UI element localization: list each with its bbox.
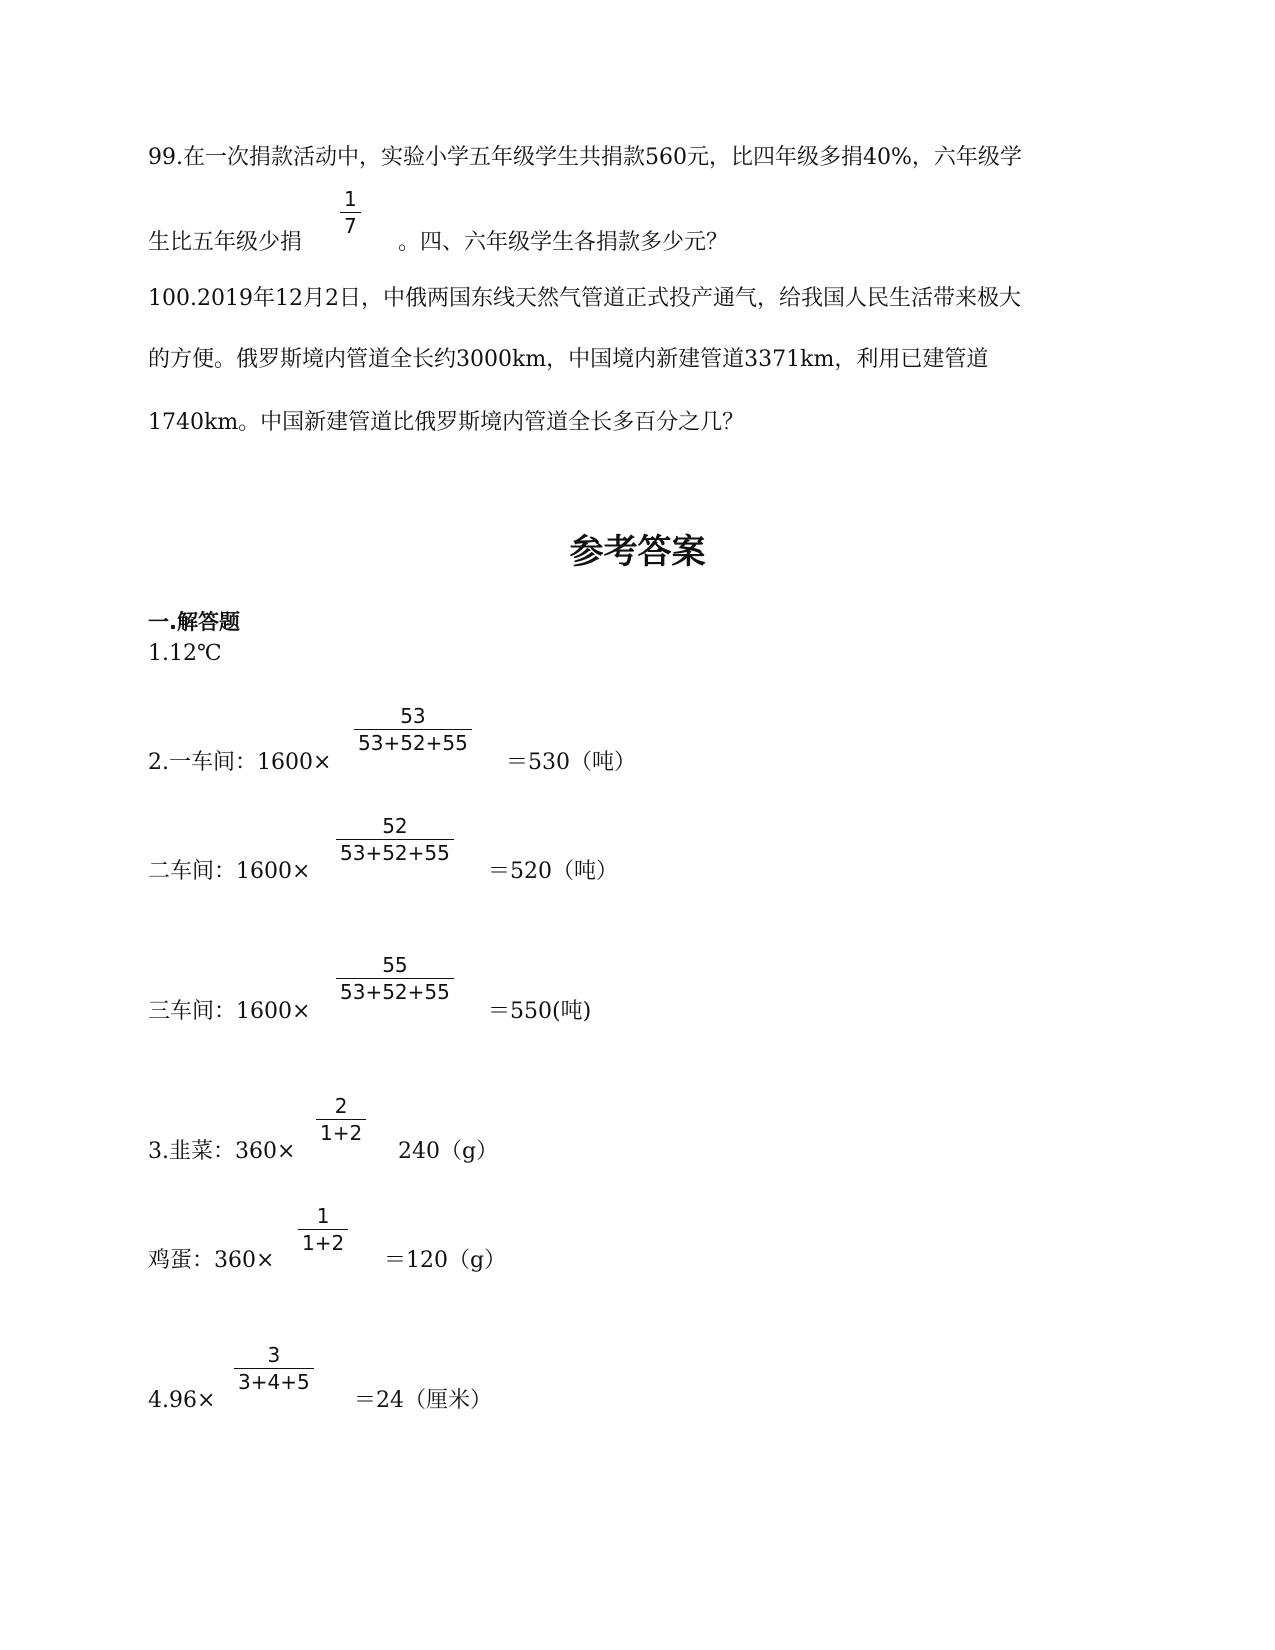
answer-3-row1-fraction: [316, 1096, 366, 1143]
answers-title: 参考答案: [569, 532, 706, 572]
answer-1: 1.12℃: [148, 641, 222, 666]
fraction-numerator: 2: [334, 1094, 348, 1118]
fraction-numerator: 1: [316, 1204, 330, 1228]
q100-line3: 1740km。中国新建管道比俄罗斯境内管道全长多百分之几？: [148, 410, 745, 435]
fraction-denominator: 1+2: [302, 1231, 345, 1255]
fraction-numerator: 53: [400, 704, 426, 728]
answer-2-row3-post: ＝550(吨): [488, 999, 592, 1024]
answer-4-post: ＝24（厘米）: [354, 1388, 492, 1413]
q100-line1: 100.2019年12月2日，中俄两国东线天然气管道正式投产通气，给我国人民生活带来极大: [148, 286, 1021, 311]
answer-2-row2-fraction: [336, 816, 454, 863]
fraction-denominator: 53+52+55: [340, 841, 450, 865]
fraction-denominator: 7: [344, 214, 357, 238]
q99-line1: 99.在一次捐款活动中，实验小学五年级学生共捐款560元，比四年级多捐40%，六年级学: [148, 145, 1022, 170]
answer-3-row2-fraction: [298, 1206, 348, 1253]
q99-line2-post: 。四、六年级学生各捐款多少元？: [398, 230, 729, 255]
answer-2-row2-pre: 二车间：1600×: [148, 859, 311, 884]
fraction-denominator: 53+52+55: [358, 731, 468, 755]
answer-2-row1-fraction: [354, 706, 472, 753]
answer-2-row1-post: ＝530（吨）: [506, 750, 636, 775]
section-heading: 一.解答题: [148, 610, 240, 634]
fraction-denominator: 1+2: [320, 1121, 363, 1145]
answer-2-row3-pre: 三车间：1600×: [148, 999, 311, 1024]
answer-3-row2-post: ＝120（g）: [384, 1248, 507, 1273]
answer-4-fraction: [234, 1345, 314, 1392]
fraction-numerator: 55: [382, 953, 408, 977]
fraction-numerator: 1: [344, 187, 357, 211]
answer-3-row1-post: 240（g）: [398, 1139, 499, 1164]
fraction-denominator: 53+52+55: [340, 980, 450, 1004]
fraction-numerator: 52: [382, 814, 408, 838]
answer-3-row2-pre: 鸡蛋：360×: [148, 1248, 275, 1273]
q100-line2: 的方便。俄罗斯境内管道全长约3000km，中国境内新建管道3371km，利用已建管道: [148, 347, 989, 372]
q99-fraction: [340, 189, 361, 236]
answer-3-row1-pre: 3.韭菜：360×: [148, 1139, 296, 1164]
fraction-numerator: 3: [267, 1343, 281, 1367]
q99-line2-pre: 生比五年级少捐: [148, 230, 303, 255]
answer-2-row1-pre: 2.一车间：1600×: [148, 750, 332, 775]
answer-2-row3-fraction: [336, 955, 454, 1002]
answer-4-pre: 4.96×: [148, 1388, 216, 1413]
fraction-denominator: 3+4+5: [238, 1370, 310, 1394]
answer-2-row2-post: ＝520（吨）: [488, 859, 618, 884]
